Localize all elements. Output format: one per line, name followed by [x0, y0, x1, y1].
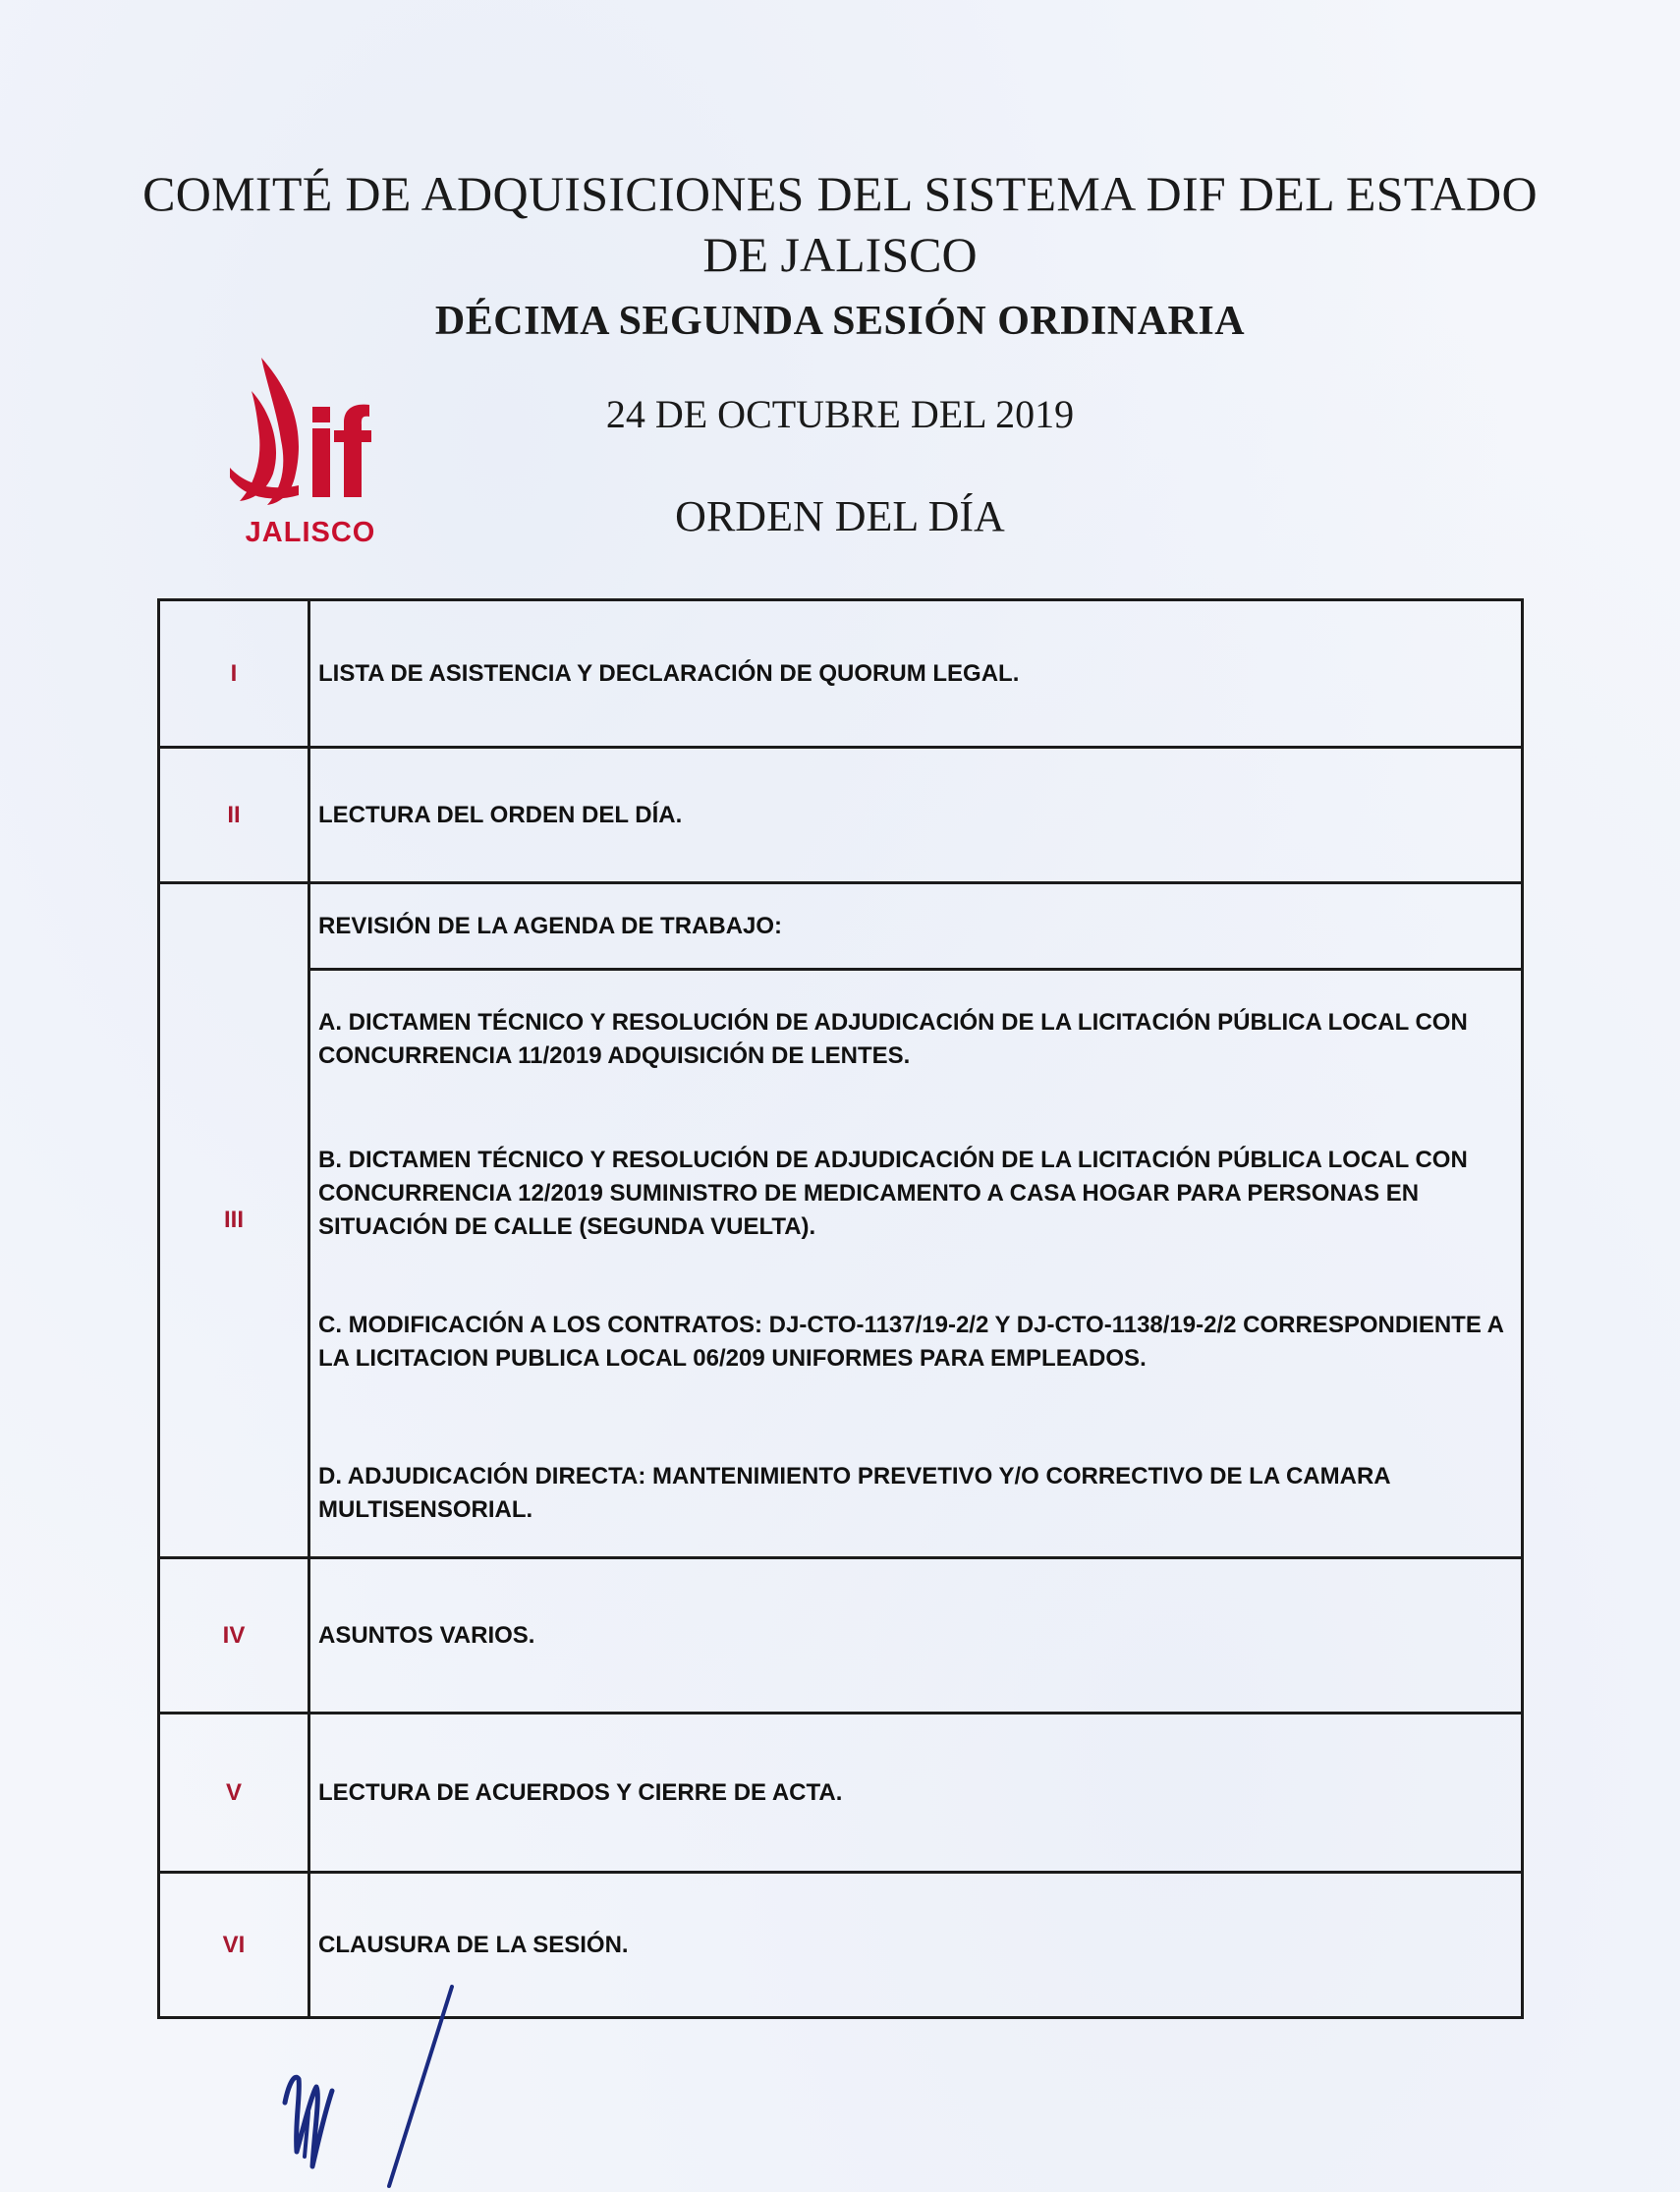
agenda-numeral: V — [159, 1714, 309, 1873]
agenda-row-2 — [159, 748, 1523, 883]
document-title-line-2: DE JALISCO — [702, 227, 978, 282]
agenda-row-1 — [159, 600, 1523, 748]
agenda-row-4 — [159, 1558, 1523, 1714]
agenda-title: ORDEN DEL DÍA — [675, 492, 1005, 540]
agenda-row-5 — [159, 1714, 1523, 1873]
agenda-text: ASUNTOS VARIOS. — [309, 1558, 1523, 1714]
agenda-numeral: I — [159, 600, 309, 748]
agenda-table — [157, 598, 1524, 2019]
agenda-text: LECTURA DE ACUERDOS Y CIERRE DE ACTA. — [309, 1714, 1523, 1873]
agenda-subitems — [309, 970, 1523, 1558]
agenda-text: LECTURA DEL ORDEN DEL DÍA. — [309, 748, 1523, 883]
agenda-numeral: IV — [159, 1558, 309, 1714]
agenda-text: CLAUSURA DE LA SESIÓN. — [309, 1873, 1523, 2018]
document-title-line-1: COMITÉ DE ADQUISICIONES DEL SISTEMA DIF DEL ESTADO — [142, 166, 1538, 221]
agenda-subitem-d: D. ADJUDICACIÓN DIRECTA: MANTENIMIENTO PREVETIVO Y/O CORRECTIVO DE LA CAMARA MULTISENSORIAL. — [318, 1463, 1390, 1523]
dif-logo-icon — [222, 352, 399, 519]
agenda-subitem-a: A. DICTAMEN TÉCNICO Y RESOLUCIÓN DE ADJUDICACIÓN DE LA LICITACIÓN PÚBLICA LOCAL CON CONCURRENCIA 11/2019 ADQUISICIÓN DE LENTES. — [318, 1009, 1468, 1069]
agenda-text: LISTA DE ASISTENCIA Y DECLARACIÓN DE QUORUM LEGAL. — [309, 600, 1523, 748]
agenda-row-3 — [159, 883, 1523, 970]
logo-text: JALISCO — [245, 517, 376, 548]
agenda-numeral: III — [159, 883, 309, 1558]
dif-jalisco-logo — [222, 352, 399, 558]
handwritten-signature — [265, 1985, 481, 2192]
agenda-text: REVISIÓN DE LA AGENDA DE TRABAJO: — [309, 883, 1523, 970]
session-date: 24 DE OCTUBRE DEL 2019 — [605, 392, 1075, 436]
agenda-numeral: II — [159, 748, 309, 883]
agenda-subitem-c: C. MODIFICACIÓN A LOS CONTRATOS: DJ-CTO-1137/19-2/2 Y DJ-CTO-1138/19-2/2 CORRESPONDIENTE A LA LICITACION PUBLICA LOCAL 06/209 UNIFORMES PARA EMPLEADOS. — [318, 1312, 1504, 1372]
agenda-numeral: VI — [159, 1873, 309, 2018]
session-title: DÉCIMA SEGUNDA SESIÓN ORDINARIA — [434, 299, 1246, 344]
agenda-subitem-b: B. DICTAMEN TÉCNICO Y RESOLUCIÓN DE ADJUDICACIÓN DE LA LICITACIÓN PÚBLICA LOCAL CON CONCURRENCIA 12/2019 SUMINISTRO DE MEDICAMENTO A CASA HOGAR PARA PERSONAS EN SITUACIÓN DE CALLE (SEGUNDA VUELTA). — [318, 1147, 1468, 1240]
agenda-row-3-subitems — [159, 970, 1523, 1558]
